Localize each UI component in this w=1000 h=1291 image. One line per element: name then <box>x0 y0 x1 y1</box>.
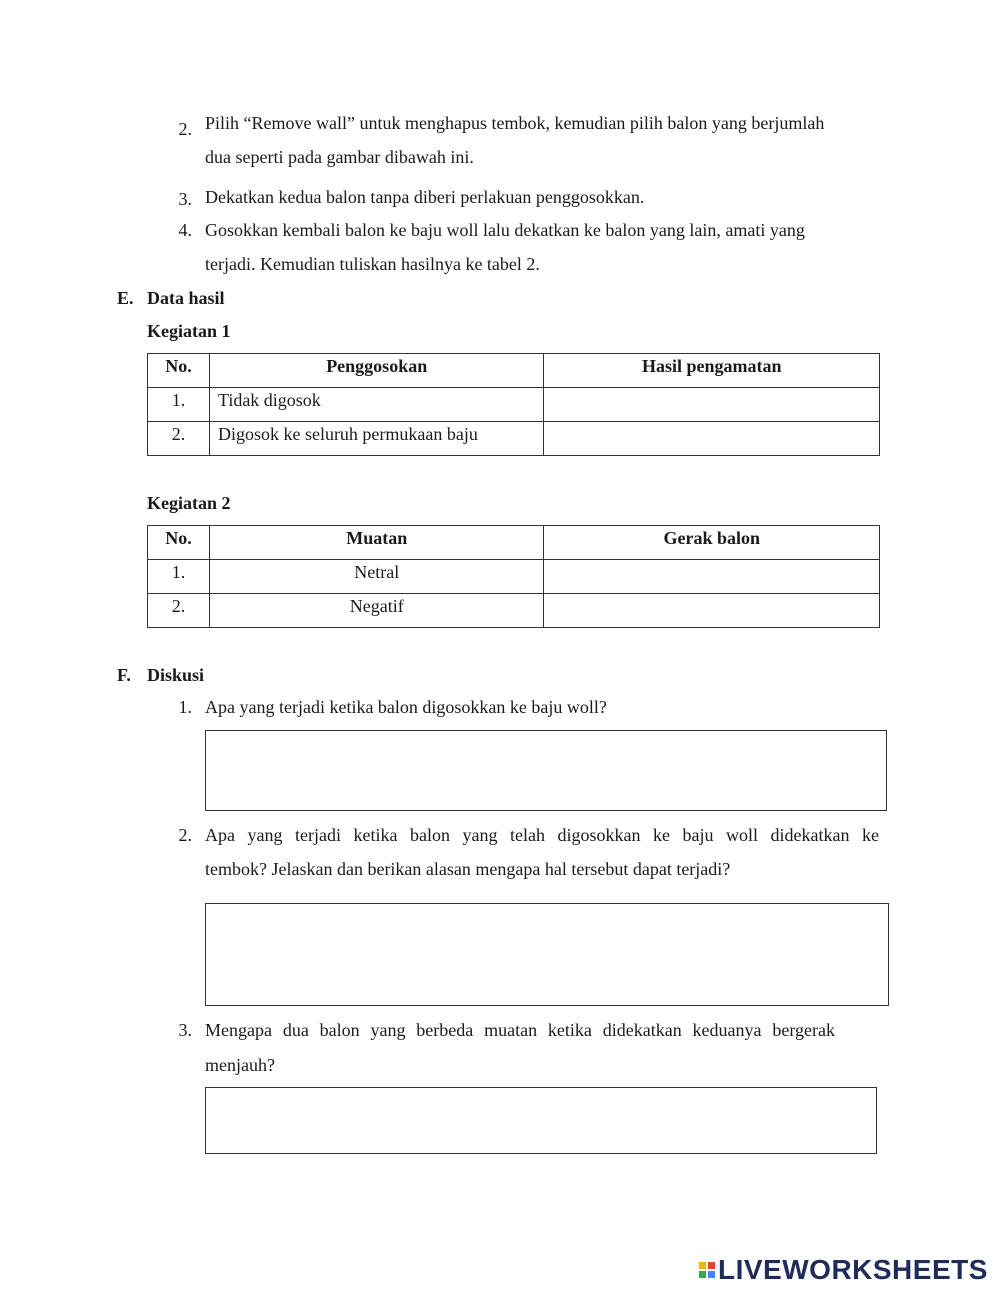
answer-cell[interactable] <box>544 560 880 594</box>
answer-box-2[interactable] <box>205 903 889 1006</box>
logo-block <box>699 1262 706 1269</box>
question-number: 1. <box>178 697 192 717</box>
table-row <box>148 560 880 594</box>
table-cell: 1. <box>148 560 210 594</box>
step-text-line: Dekatkan kedua balon tanpa diberi perlakuan penggosokkan. <box>205 187 645 207</box>
table-row <box>148 594 880 628</box>
table-cell: Negatif <box>209 594 544 628</box>
section-f-letter: F. <box>117 665 131 685</box>
logo-block <box>708 1271 715 1278</box>
table-cell: Tidak digosok <box>209 388 544 422</box>
step-text-line: dua seperti pada gambar dibawah ini. <box>205 147 474 167</box>
step-number: 4. <box>178 220 192 240</box>
kegiatan1-title: Kegiatan 1 <box>147 321 231 341</box>
question-number: 3. <box>178 1020 192 1040</box>
table-cell: 2. <box>148 422 210 456</box>
question-text-line: Apa yang terjadi ketika balon digosokkan ke baju woll? <box>205 697 607 717</box>
table-row <box>148 388 880 422</box>
answer-box-1[interactable] <box>205 730 887 811</box>
question-text-line: menjauh? <box>205 1055 275 1075</box>
section-e-title: Data hasil <box>147 288 225 308</box>
table-header-cell: Hasil pengamatan <box>544 354 880 388</box>
answer-box-3[interactable] <box>205 1087 877 1154</box>
section-f-title: Diskusi <box>147 665 205 685</box>
question-text-line: tembok? Jelaskan dan berikan alasan mengapa hal tersebut dapat terjadi? <box>205 859 731 879</box>
section-e-letter: E. <box>117 288 134 308</box>
table-header-row <box>148 526 880 560</box>
answer-cell[interactable] <box>544 594 880 628</box>
step-text-line: Pilih “Remove wall” untuk menghapus tembok, kemudian pilih balon yang berjumlah <box>205 113 825 133</box>
table-row <box>148 422 880 456</box>
table-cell: Netral <box>209 560 544 594</box>
table-cell: 2. <box>148 594 210 628</box>
question-text-line: Apa yang terjadi ketika balon yang telah digosokkan ke baju woll didekatkan ke <box>205 825 879 845</box>
step-text-line: Gosokkan kembali balon ke baju woll lalu dekatkan ke balon yang lain, amati yang <box>205 220 805 240</box>
answer-cell[interactable] <box>544 422 880 456</box>
logo-text: LIVEWORKSHEETS <box>718 1254 988 1285</box>
liveworksheets-logo <box>699 1255 988 1285</box>
question-number: 2. <box>178 825 192 845</box>
table-header-row <box>148 354 880 388</box>
kegiatan1-table <box>147 353 880 456</box>
kegiatan2-table <box>147 525 880 628</box>
question-text-line: Mengapa dua balon yang berbeda muatan ketika didekatkan keduanya bergerak <box>205 1020 835 1040</box>
table-cell: 1. <box>148 388 210 422</box>
step-text-line: terjadi. Kemudian tuliskan hasilnya ke tabel 2. <box>205 254 540 274</box>
table-header-cell: No. <box>148 354 210 388</box>
kegiatan2-title: Kegiatan 2 <box>147 493 231 513</box>
table-header-cell: Muatan <box>209 526 544 560</box>
step-number: 3. <box>178 189 192 209</box>
logo-blocks-icon <box>699 1262 715 1278</box>
table-header-cell: Penggosokan <box>209 354 544 388</box>
table-header-cell: No. <box>148 526 210 560</box>
logo-block <box>699 1271 706 1278</box>
table-header-cell: Gerak balon <box>544 526 880 560</box>
answer-cell[interactable] <box>544 388 880 422</box>
step-number: 2. <box>178 119 192 139</box>
table-cell: Digosok ke seluruh permukaan baju <box>209 422 544 456</box>
logo-block <box>708 1262 715 1269</box>
